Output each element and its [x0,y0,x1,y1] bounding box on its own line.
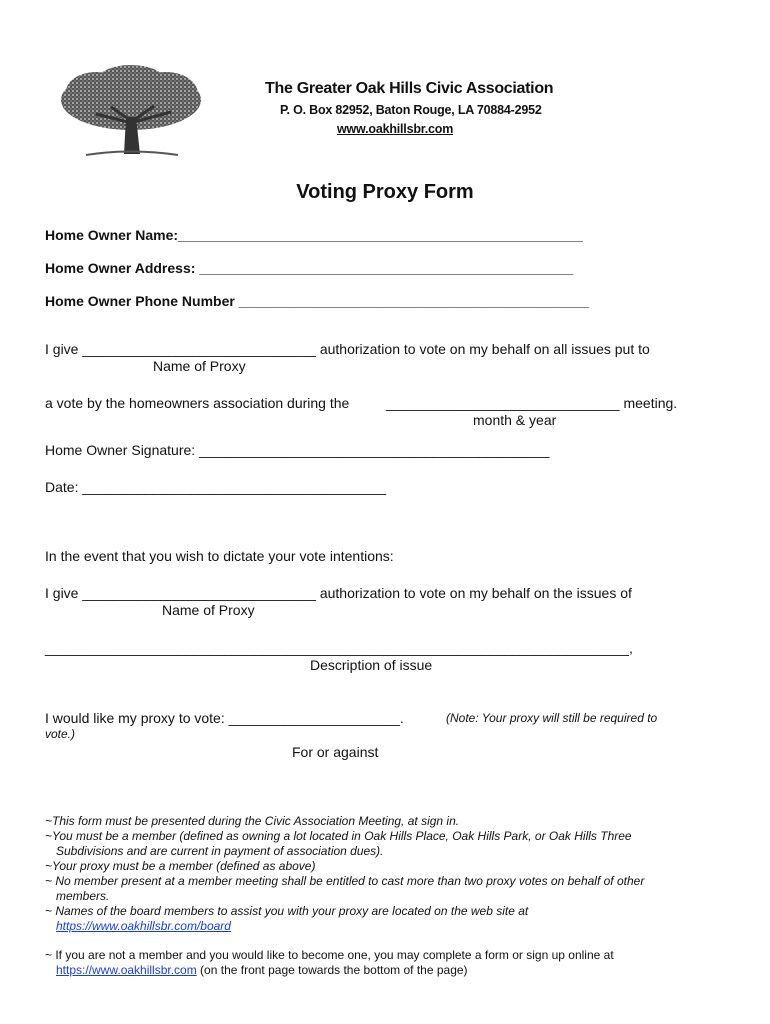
month-year-caption: month & year [473,412,557,428]
note-2a: ~You must be a member (defined as owning a lot located in Oak Hills Place, Oak Hills Park, or Oak Hills Three [45,829,632,843]
website-url-link[interactable]: https://www.oakhillsbr.com [56,963,197,977]
note-4a: ~ No member present at a member meeting shall be entitled to cast more than two proxy votes on behalf of other [45,874,645,888]
form-title: Voting Proxy Form [296,181,474,203]
note-3: ~Your proxy must be a member (defined as above) [45,859,316,873]
vote-note-cont: vote.) [45,727,76,741]
note-6-line-2 [56,963,468,978]
for-or-against-caption: For or against [292,744,379,760]
dictate-intro: In the event that you wish to dictate your vote intentions: [45,548,394,564]
home-owner-signature-field[interactable]: Home Owner Signature: _____________________________________________ [45,442,550,458]
home-owner-phone-field[interactable]: Home Owner Phone Number _____________________________________________ [45,293,590,309]
issue-description-field[interactable]: ___________________________________________________________________________, [45,640,633,656]
vote-intention-field[interactable]: I would like my proxy to vote: ______________________. [45,710,404,726]
dictate-proxy-line-1[interactable]: I give ______________________________ authorization to vote on my behalf on the issues of [45,585,632,601]
note-2b: Subdivisions and are current in payment of association dues). [56,844,384,858]
note-6-tail: (on the front page towards the bottom of the page) [196,963,468,977]
home-owner-address-field[interactable]: Home Owner Address: ________________________________________________ [45,260,574,276]
home-owner-name-field[interactable]: Home Owner Name:____________________________________________________ [45,227,583,243]
note-1: ~This form must be presented during the Civic Association Meeting, at sign in. [45,814,460,828]
note-4b: members. [56,889,110,903]
note-5: ~ Names of the board members to assist you with your proxy are located on the web site at [45,904,529,918]
vote-note: (Note: Your proxy will still be required to [446,711,658,725]
description-of-issue-caption: Description of issue [310,657,433,673]
board-url-link[interactable]: https://www.oakhillsbr.com/board [56,919,231,933]
dictate-name-of-proxy-caption: Name of Proxy [162,602,255,618]
meeting-date-field[interactable]: ______________________________ meeting. [386,395,678,411]
date-field[interactable]: Date: _______________________________________ [45,479,387,495]
note-6: ~ If you are not a member and you would like to become one, you may complete a form or sign up online at [45,948,614,962]
name-of-proxy-caption: Name of Proxy [153,358,246,374]
org-website-link[interactable]: www.oakhillsbr.com [337,122,454,136]
org-address: P. O. Box 82952, Baton Rouge, LA 70884-2952 [280,103,542,117]
oak-tree-icon [56,62,206,162]
proxy-line-1[interactable]: I give ______________________________ authorization to vote on my behalf on all issues put to [45,341,650,357]
proxy-line-2-text: a vote by the homeowners association during the [45,395,350,411]
org-name: The Greater Oak Hills Civic Association [265,80,554,97]
board-link[interactable] [56,919,231,934]
